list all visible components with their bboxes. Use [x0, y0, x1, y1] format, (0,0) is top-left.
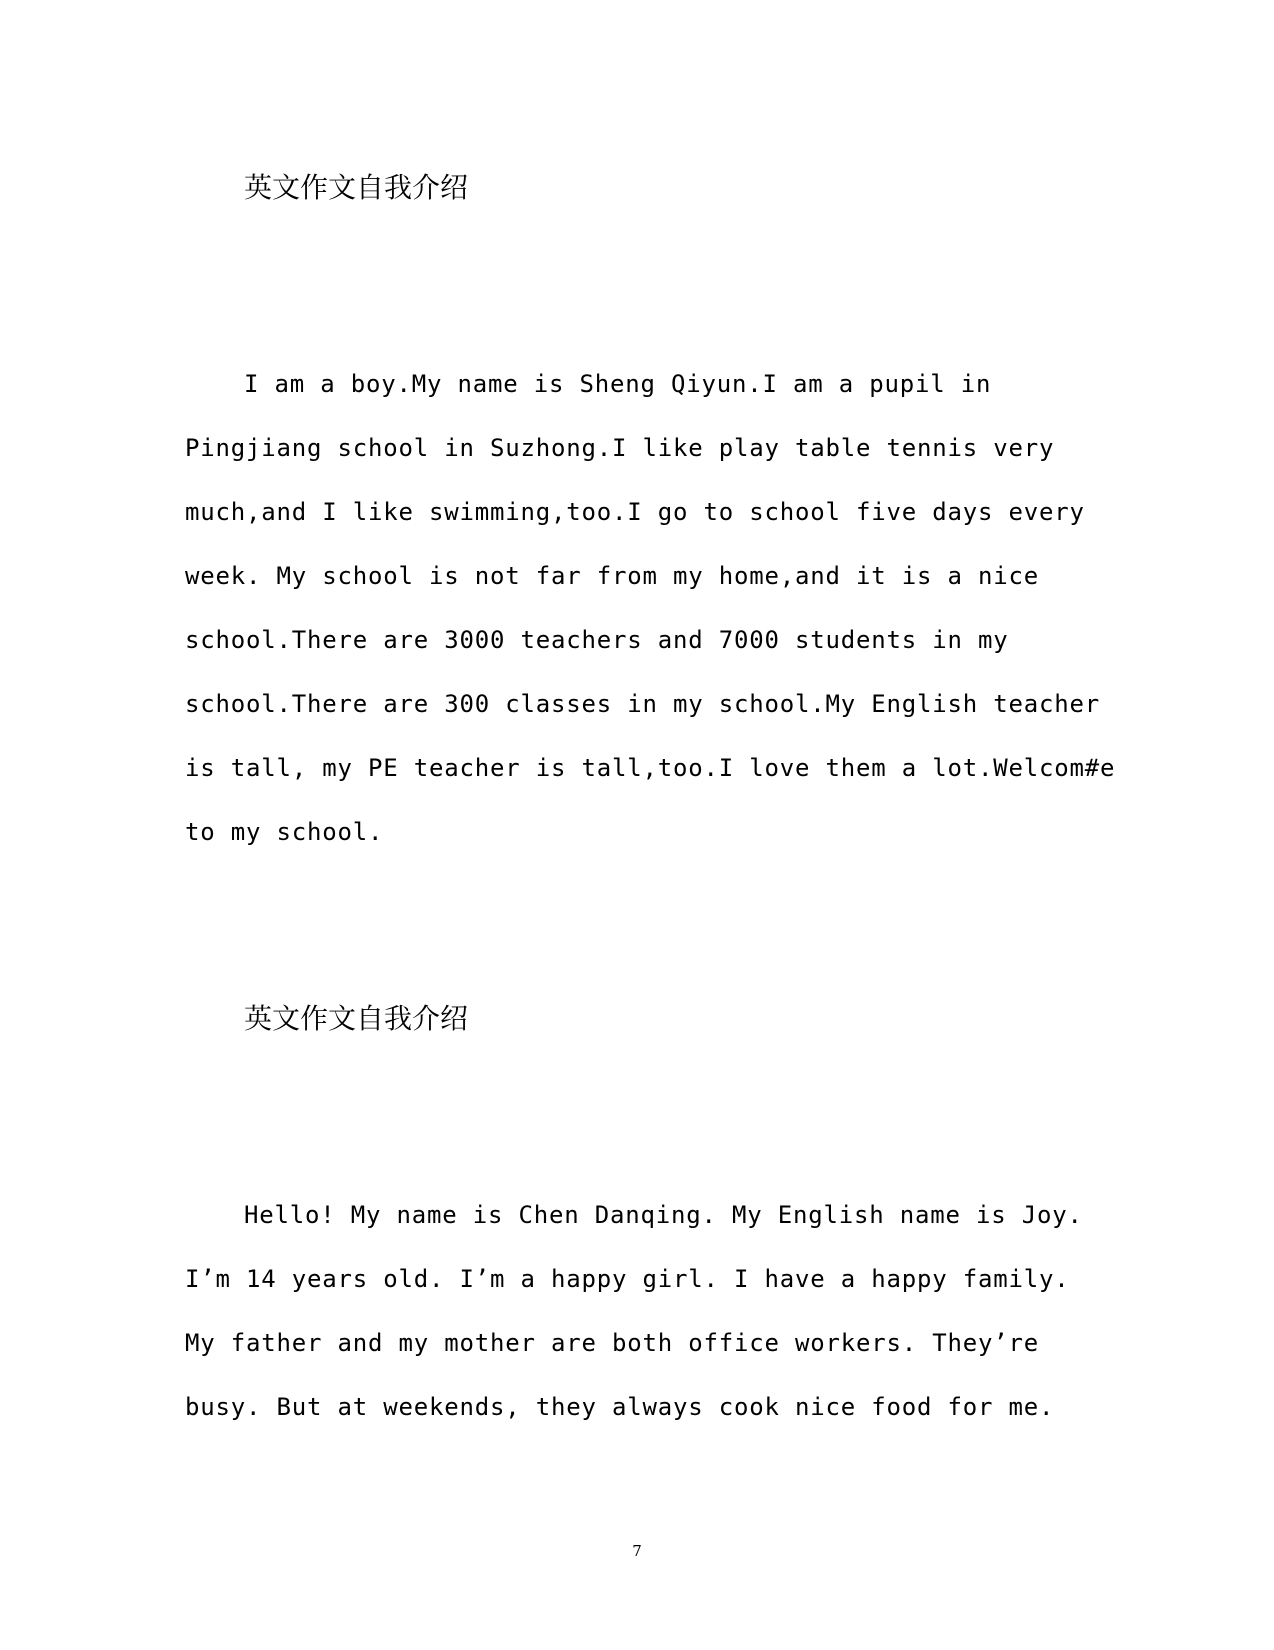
section-1-line-5: school.There are 3000 teachers and 7000 students in my: [185, 626, 1009, 654]
section-2-line-1: Hello! My name is Chen Danqing. My English name is Joy.: [244, 1201, 1083, 1229]
section-1-line-7: is tall, my PE teacher is tall,too.I love them a lot.Welcom#e: [185, 754, 1116, 782]
page-number: 7: [632, 1542, 642, 1560]
section-1-line-6: school.There are 300 classes in my school.My English teacher: [185, 690, 1100, 718]
section-1-line-1: I am a boy.My name is Sheng Qiyun.I am a pupil in: [244, 370, 992, 398]
section-1-line-8: to my school.: [185, 818, 384, 846]
section-2-line-3: My father and my mother are both office workers. They’re: [185, 1329, 1039, 1357]
section-1-line-2: Pingjiang school in Suzhong.I like play table tennis very: [185, 434, 1055, 462]
section-2-line-2: I’m 14 years old. I’m a happy girl. I have a happy family.: [185, 1265, 1070, 1293]
section-2-line-4: busy. But at weekends, they always cook nice food for me.: [185, 1393, 1055, 1421]
section-1-line-3: much,and I like swimming,too.I go to school five days every: [185, 498, 1085, 526]
section-1-heading: 英文作文自我介绍: [244, 171, 469, 204]
section-1-line-4: week. My school is not far from my home,and it is a nice: [185, 562, 1039, 590]
section-2-heading: 英文作文自我介绍: [244, 1002, 469, 1035]
